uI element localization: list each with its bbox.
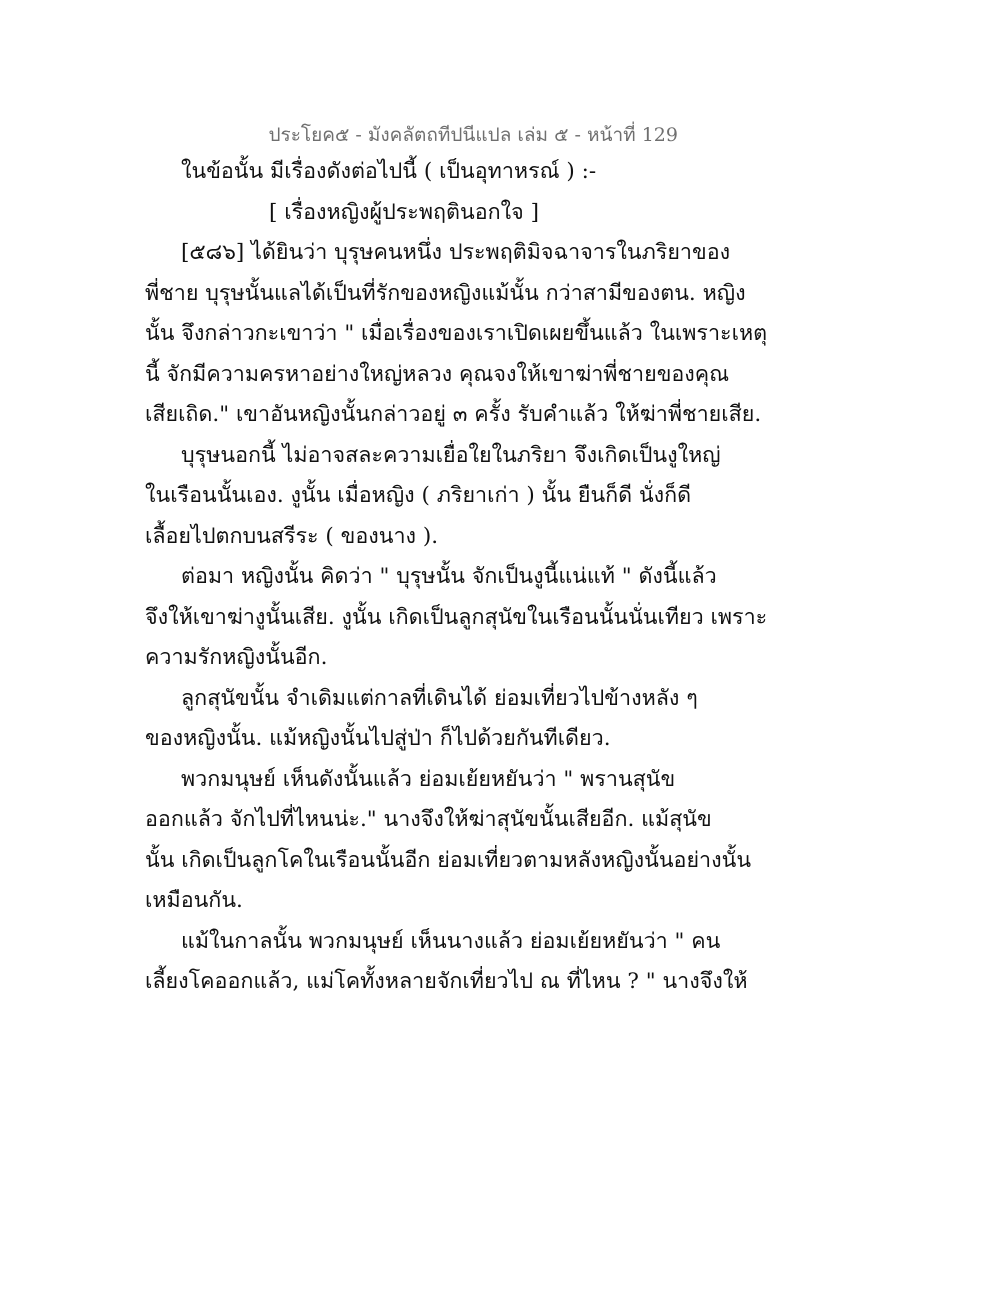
text-line: แม้ในกาลนั้น พวกมนุษย์ เห็นนางแล้ว ย่อมเย้ยหยันว่า " คน	[181, 928, 721, 954]
text-line: นี้ จักมีความครหาอย่างใหญ่หลวง คุณจงให้เขาฆ่าพี่ชายของคุณ	[145, 361, 730, 387]
text-line: นั้น เกิดเป็นลูกโคในเรือนนั้นอีก ย่อมเที่ยวตามหลังหญิงนั้นอย่างนั้น	[145, 847, 752, 873]
text-line: เสียเถิด." เขาอันหญิงนั้นกล่าวอยู่ ๓ ครั้ง รับคำแล้ว ให้ฆ่าพี่ชายเสีย.	[145, 402, 762, 427]
text-line: ลูกสุนัขนั้น จำเดิมแต่กาลที่เดินได้ ย่อมเที่ยวไปข้างหลัง ๆ	[181, 685, 698, 711]
text-line: ในข้อนั้น มีเรื่องดังต่อไปนี้ ( เป็นอุทาหรณ์ ) :-	[181, 159, 597, 184]
text-line: ความรักหญิงนั้นอีก.	[145, 645, 328, 670]
body-text	[145, 152, 768, 1003]
text-line: จึงให้เขาฆ่างูนั้นเสีย. งูนั้น เกิดเป็นลูกสุนัขในเรือนนั้นนั่นเทียว เพราะ	[145, 604, 768, 630]
text-line: [๕๘๖] ได้ยินว่า บุรุษคนหนึ่ง ประพฤติมิจฉาจารในภริยาของ	[181, 240, 731, 265]
text-line: นั้น จึงกล่าวกะเขาว่า " เมื่อเรื่องของเราเปิดเผยขึ้นแล้ว ในเพราะเหตุ	[145, 321, 768, 346]
text-line: เลื้อยไปตกบนสรีระ ( ของนาง ).	[145, 523, 439, 549]
text-line: ต่อมา หญิงนั้น คิดว่า " บุรุษนั้น จักเป็นงูนี้แน่แท้ " ดังนี้แล้ว	[181, 564, 717, 589]
text-line: บุรุษนอกนี้ ไม่อาจสละความเยื่อใยในภริยา จึงเกิดเป็นงูใหญ่	[181, 442, 721, 468]
text-line: พี่ชาย บุรุษนั้นแลได้เป็นที่รักของหญิงแม้นั้น กว่าสามีของตน. หญิง	[145, 280, 746, 306]
text-line: เหมือนกัน.	[145, 888, 243, 913]
text-line: เลี้ยงโคออกแล้ว, แม่โคทั้งหลายจักเที่ยวไป ณ ที่ไหน ? " นางจึงให้	[145, 969, 748, 994]
running-header: ประโยค๕ - มังคลัตถทีปนีแปล เล่ม ๕ - หน้าที่ 129	[268, 124, 678, 146]
text-line: พวกมนุษย์ เห็นดังนั้นแล้ว ย่อมเย้ยหยันว่า " พรานสุนัข	[181, 766, 676, 792]
text-line: ของหญิงนั้น. แม้หญิงนั้นไปสู่ป่า ก็ไปด้วยกันทีเดียว.	[145, 726, 611, 751]
story-title: [ เรื่องหญิงผู้ประพฤตินอกใจ ]	[269, 199, 539, 225]
text-line: ออกแล้ว จักไปที่ไหนน่ะ." นางจึงให้ฆ่าสุนัขนั้นเสียอีก. แม้สุนัข	[145, 807, 712, 832]
text-line: ในเรือนนั้นเอง. งูนั้น เมื่อหญิง ( ภริยาเก่า ) นั้น ยืนก็ดี นั่งก็ดี	[145, 483, 692, 508]
